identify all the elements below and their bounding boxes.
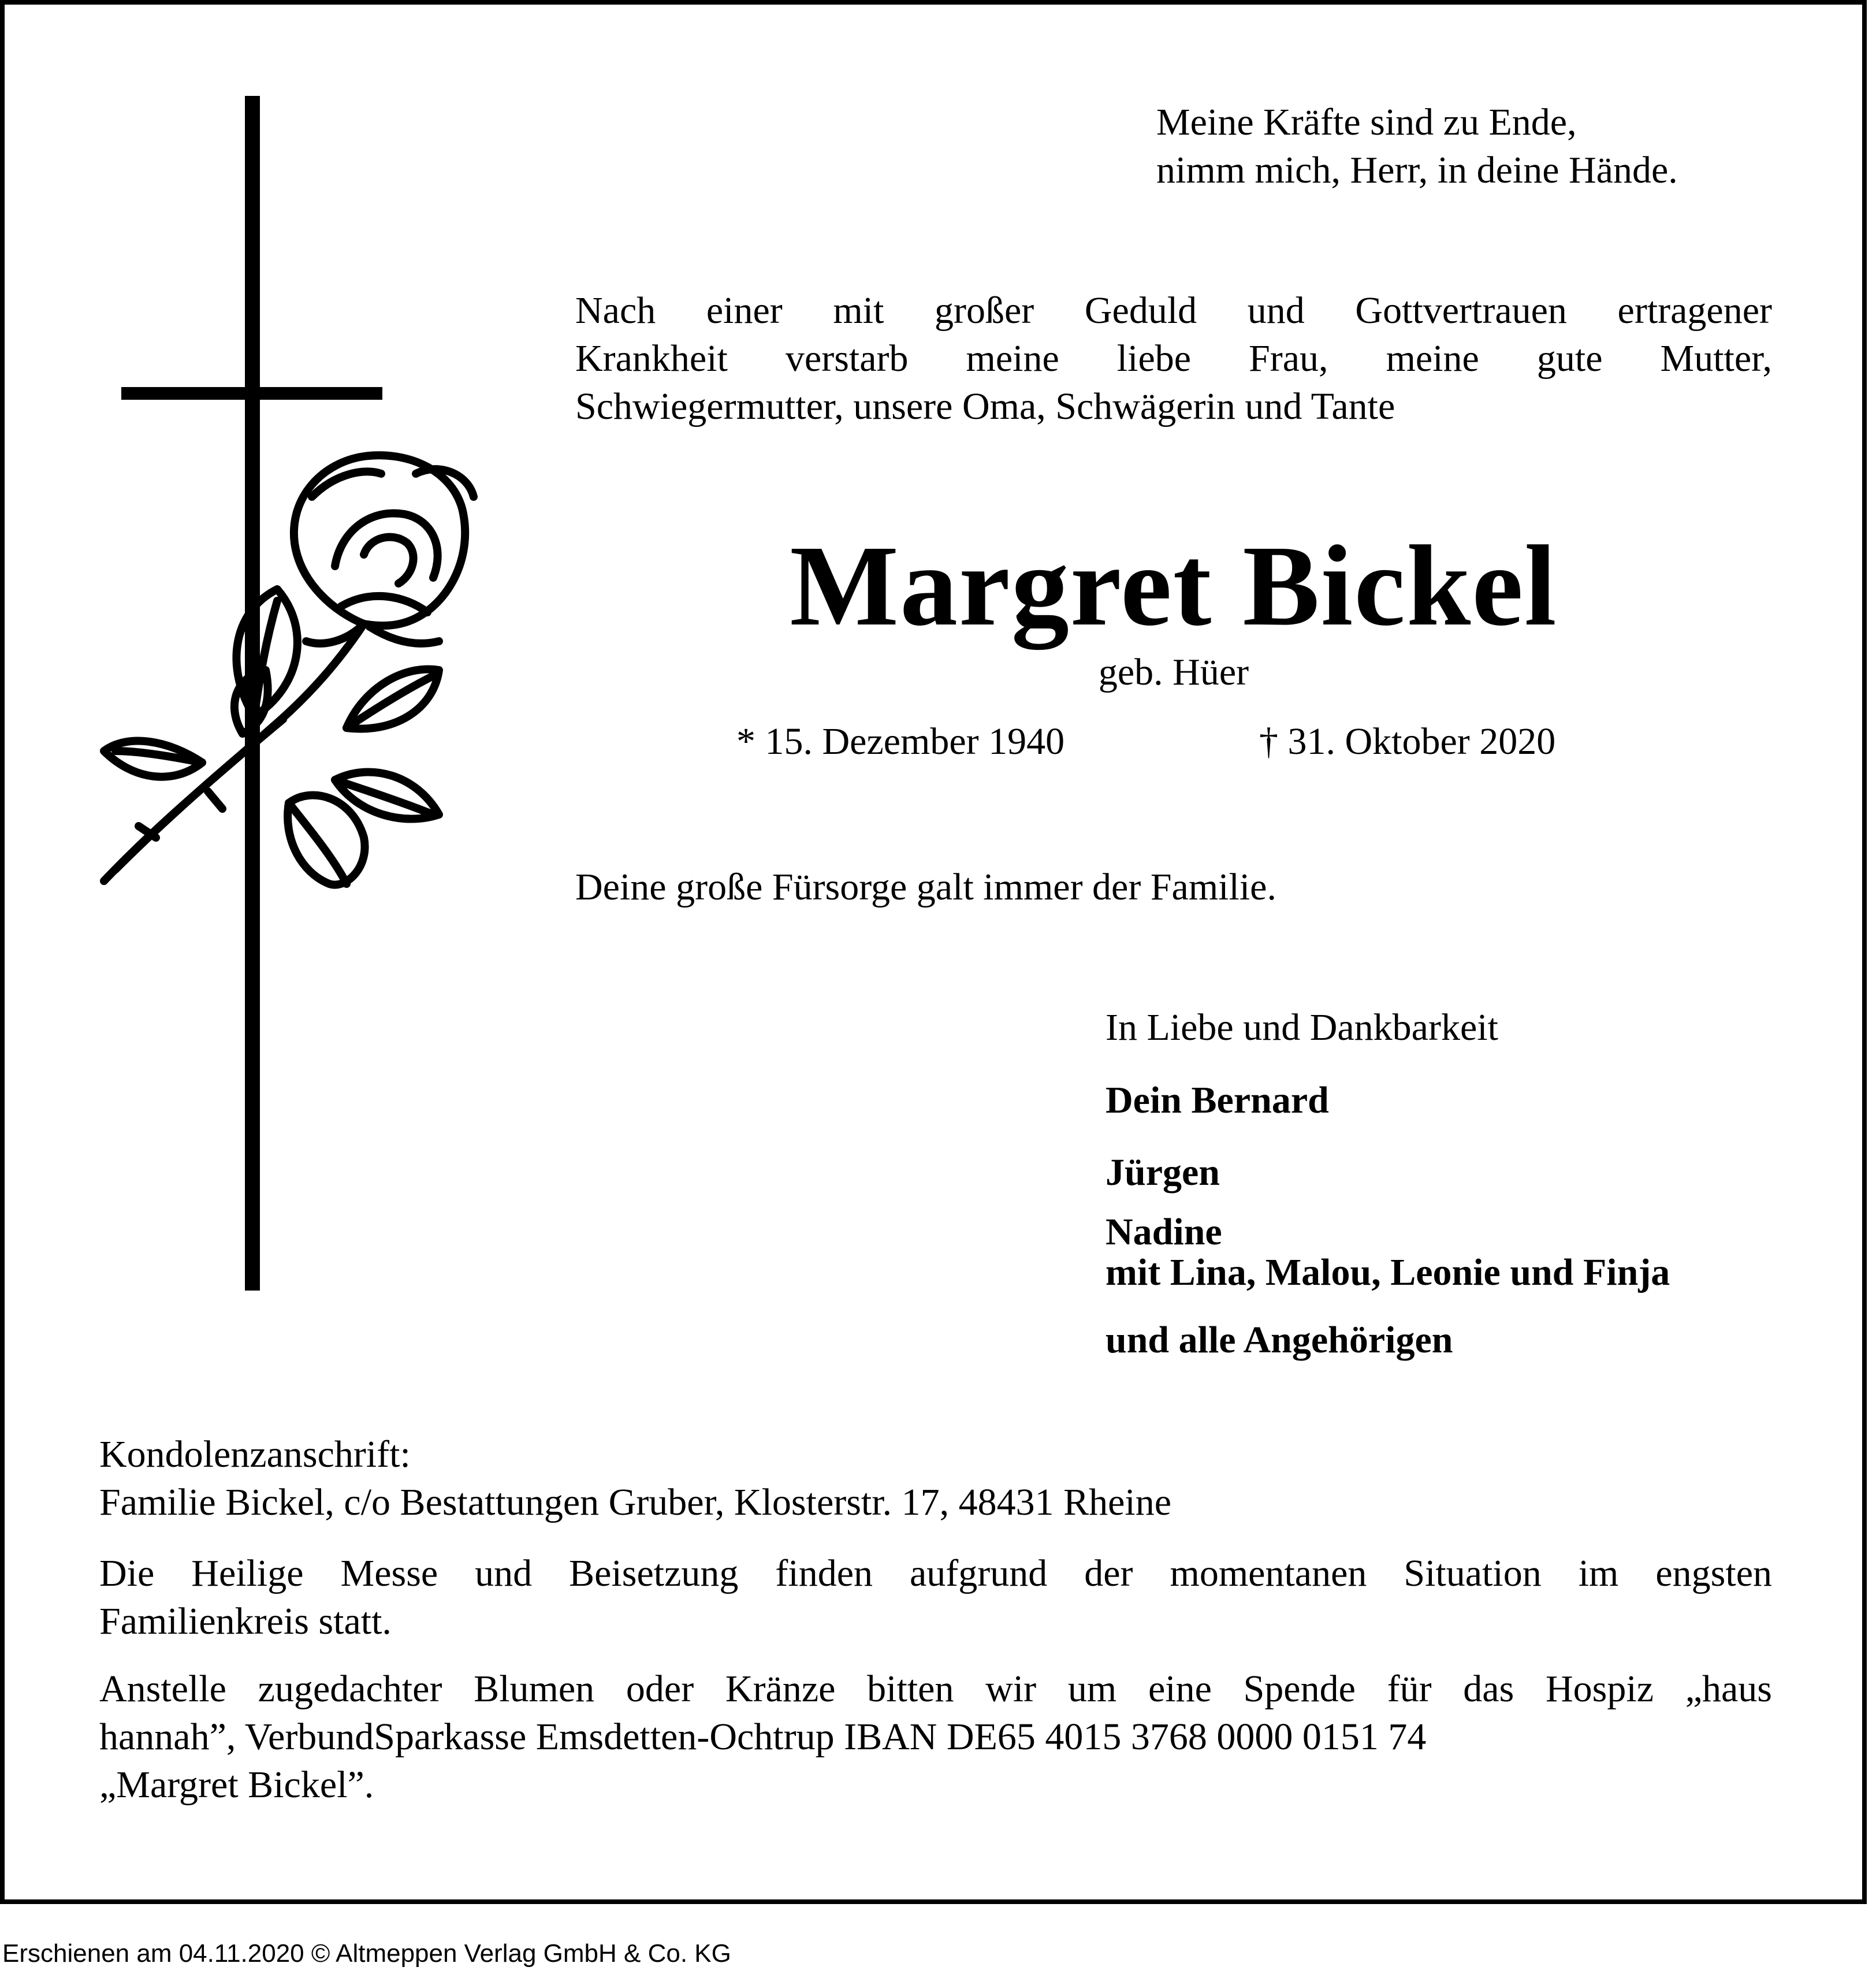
birth-name: geb. Hüer: [1098, 651, 1249, 693]
deceased-name: Margret Bickel: [790, 522, 1558, 650]
mourner-juergen: Jürgen: [1106, 1151, 1220, 1194]
donation-line-1: Anstelle zugedachter Blumen oder Kränze bitten wir um eine Spende für das Hospiz „haus: [99, 1668, 1772, 1710]
tribute: Deine große Fürsorge galt immer der Familie.: [575, 866, 1276, 908]
mourner-grandchildren: mit Lina, Malou, Leonie und Finja: [1106, 1251, 1670, 1293]
intro-line-2: Krankheit verstarb meine liebe Frau, meine gute Mutter,: [575, 337, 1772, 380]
donation-line-2: hannah”, VerbundSparkasse Emsdetten-Ochtrup IBAN DE65 4015 3768 0000 0151 74: [99, 1716, 1427, 1758]
cross-rose-illustration: [92, 92, 485, 1294]
mourner-bernard: Dein Bernard: [1106, 1079, 1329, 1121]
funeral-note: [99, 1549, 1772, 1645]
mourners-heading: In Liebe und Dankbarkeit: [1106, 1006, 1498, 1049]
condolence-label: Kondolenzanschrift:: [99, 1433, 411, 1475]
intro-line-3: Schwiegermutter, unsere Oma, Schwägerin und Tante: [575, 385, 1395, 427]
funeral-line-2: Familienkreis statt.: [99, 1600, 392, 1642]
rose-icon: [104, 455, 474, 884]
mourner-nadine: Nadine: [1106, 1211, 1222, 1253]
publication-footer: Erschienen am 04.11.2020 © Altmeppen Verlag GmbH & Co. KG: [2, 1939, 731, 1968]
mourner-relatives: und alle Angehörigen: [1106, 1319, 1453, 1361]
motto-line-2: nimm mich, Herr, in deine Hände.: [1156, 149, 1678, 191]
birth-date: * 15. Dezember 1940: [736, 720, 1065, 763]
donation-line-3: „Margret Bickel”.: [99, 1764, 374, 1806]
motto: [1156, 98, 1821, 194]
condolence-block: [99, 1430, 1774, 1526]
funeral-line-1: Die Heilige Messe und Beisetzung finden aufgrund der momentanen Situation im engsten: [99, 1552, 1772, 1594]
condolence-address: Familie Bickel, c/o Bestattungen Gruber, Klosterstr. 17, 48431 Rheine: [99, 1481, 1172, 1523]
donation-note: [99, 1665, 1772, 1809]
death-date: † 31. Oktober 2020: [1259, 720, 1556, 763]
cross-icon: [121, 96, 382, 1291]
intro-paragraph: [575, 287, 1772, 430]
motto-line-1: Meine Kräfte sind zu Ende,: [1156, 101, 1577, 143]
intro-line-1: Nach einer mit großer Geduld und Gottvertrauen ertragener: [575, 289, 1772, 332]
